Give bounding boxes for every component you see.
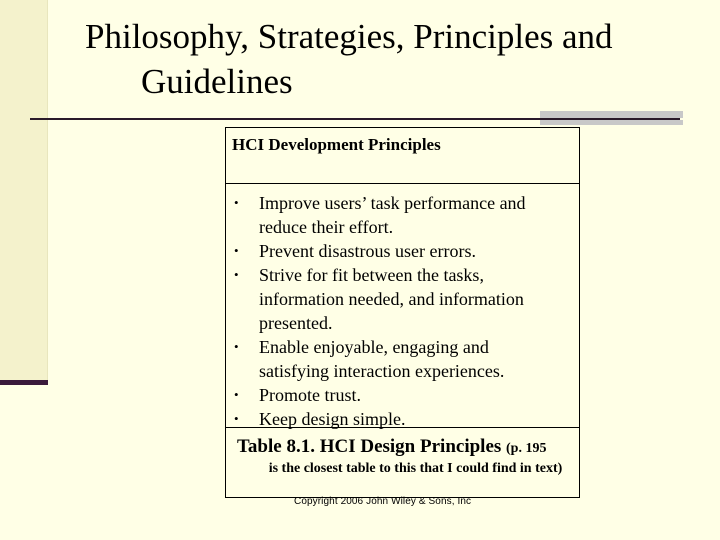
left-accent-rule — [0, 380, 48, 385]
list-item-text: Keep design simple. — [259, 409, 406, 429]
caption-note: is the closest table to this that I could find in text) — [268, 461, 563, 476]
list-item-text: Promote trust. — [259, 385, 361, 405]
title-divider — [30, 118, 680, 120]
caption-title — [237, 436, 546, 458]
list-item-text: Strive for fit between the tasks, information needed, and information presented. — [259, 265, 524, 333]
left-decorative-band — [0, 0, 48, 383]
bullet-icon: • — [234, 267, 239, 282]
caption-page-ref: (p. 195 — [506, 441, 547, 456]
copyright-text: Copyright 2006 John Wiley & Sons, Inc — [294, 496, 472, 507]
table-header: HCI Development Principles — [226, 128, 579, 184]
list-item — [226, 191, 579, 239]
slide-title-line2: Guidelines — [141, 62, 293, 101]
list-item — [226, 335, 579, 383]
title-rule-accent-top — [540, 111, 683, 118]
title-rule-accent-bottom — [540, 120, 683, 125]
list-item — [226, 263, 579, 335]
list-item — [226, 239, 579, 263]
slide-title-line1: Philosophy, Strategies, Principles and — [85, 17, 613, 56]
list-item-text: Enable enjoyable, engaging and satisfying interaction experiences. — [259, 337, 505, 381]
table-caption — [225, 427, 580, 498]
bullet-icon: • — [234, 387, 239, 402]
caption-main-text: Table 8.1. HCI Design Principles — [237, 436, 502, 457]
slide-title — [85, 14, 705, 104]
list-item-text: Improve users’ task performance and reduce their effort. — [259, 193, 526, 237]
bullet-icon: • — [234, 411, 239, 426]
bullet-icon: • — [234, 195, 239, 210]
bullet-icon: • — [234, 243, 239, 258]
principles-list — [226, 184, 579, 431]
bullet-icon: • — [234, 339, 239, 354]
list-item-text: Prevent disastrous user errors. — [259, 241, 476, 261]
list-item — [226, 383, 579, 407]
